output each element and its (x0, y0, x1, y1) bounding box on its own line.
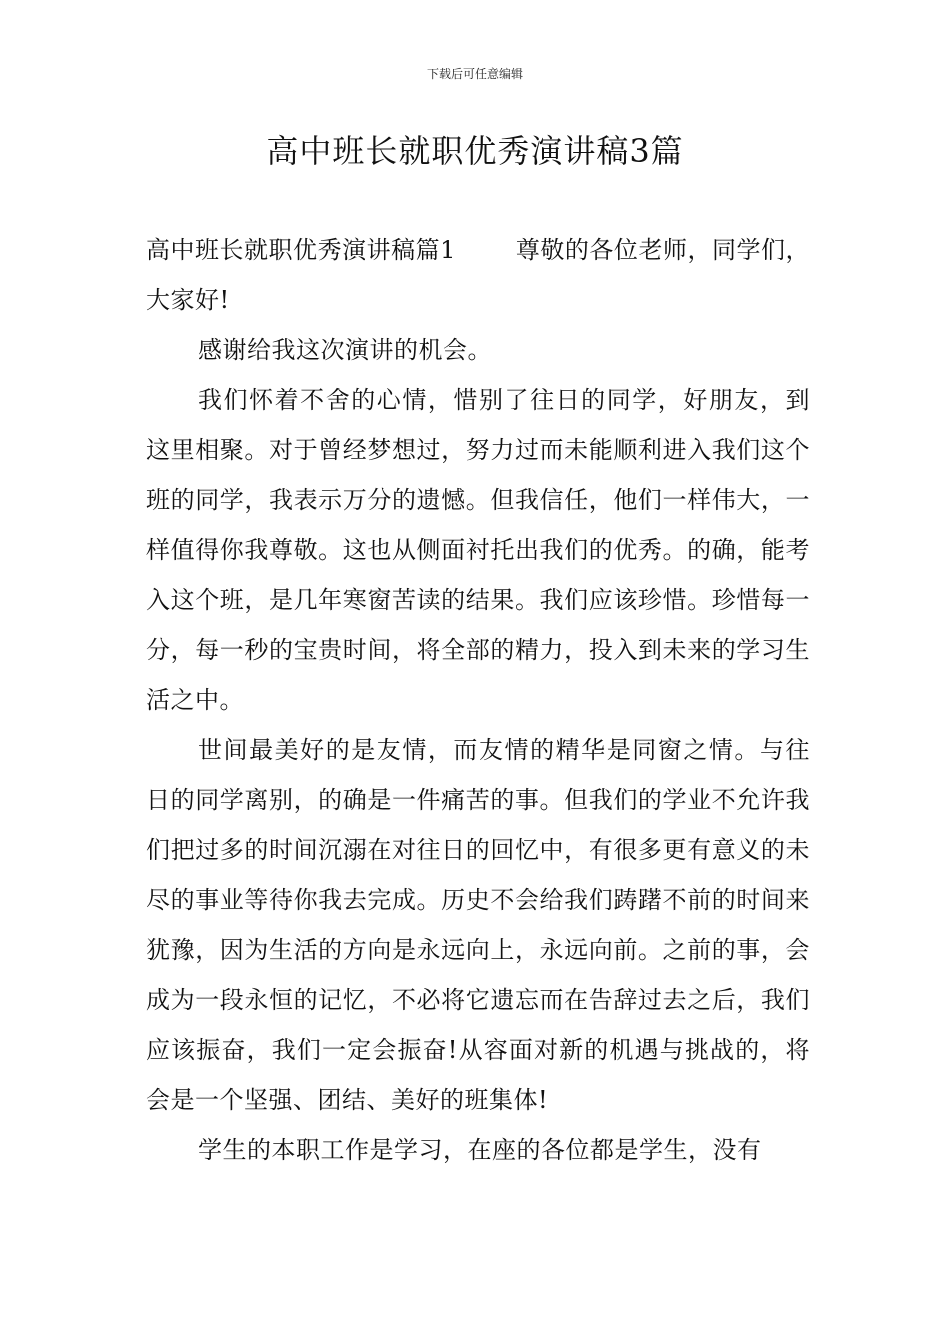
document-body (146, 225, 810, 1175)
page-header-note: 下载后可任意编辑 (426, 67, 523, 81)
paragraph-friendship: 世间最美好的是友情，而友情的精华是同窗之情。与往日的同学离别，的确是一件痛苦的事。但我们的学业不允许我们把过多的时间沉溺在对往日的回忆中，有很多更有意义的未尽的事业等待你我去完成。历史不会给我们踌躇不前的时间来犹豫，因为生活的方向是永远向上，永远向前。之前的事，会成为一段永恒的记忆，不必将它遗忘而在告辞过去之后，我们应该振奋，我们一定会振奋!从容面对新的机遇与挑战的，将会是一个坚强、团结、美好的班集体! (146, 736, 810, 1114)
paragraph-study: 学生的本职工作是学习，在座的各位都是学生，没有 (198, 1136, 762, 1164)
section-label: 高中班长就职优秀演讲稿篇1 (146, 236, 456, 264)
greeting-text: 尊敬的各位老师，同学们，大家好! (146, 236, 810, 314)
opening-paragraph (146, 225, 810, 325)
paragraph-thanks: 感谢给我这次演讲的机会。 (198, 336, 492, 364)
paragraph-gathering: 我们怀着不舍的心情，惜别了往日的同学，好朋友，到这里相聚。对于曾经梦想过，努力过而未能顺利进入我们这个班的同学，我表示万分的遗憾。但我信任，他们一样伟大，一样值得你我尊敬。这也从侧面衬托出我们的优秀。的确，能考入这个班，是几年寒窗苦读的结果。我们应该珍惜。珍惜每一分，每一秒的宝贵时间，将全部的精力，投入到未来的学习生活之中。 (146, 386, 810, 714)
document-title: 高中班长就职优秀演讲稿3篇 (266, 132, 684, 170)
